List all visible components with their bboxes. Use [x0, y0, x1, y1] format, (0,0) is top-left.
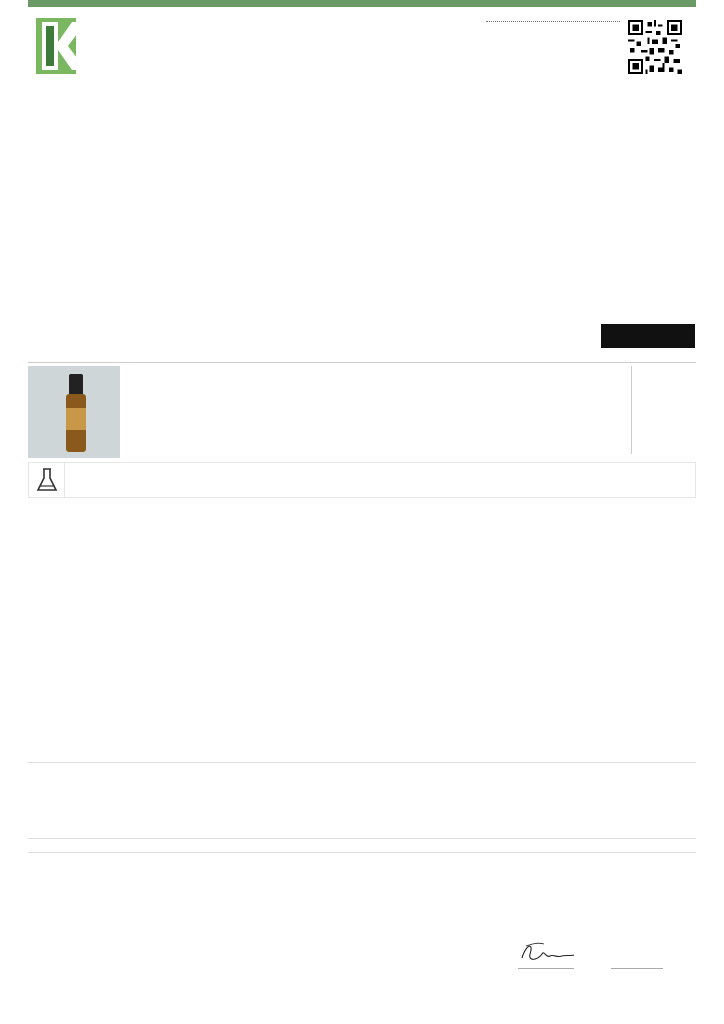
safety-results — [125, 372, 693, 452]
gauge-icon — [28, 508, 90, 554]
top-accent-bar — [28, 0, 696, 7]
gauge-icon — [250, 508, 312, 554]
kaycha-logo-icon — [36, 18, 196, 74]
flask-icon — [29, 463, 65, 497]
cannabinoid-header — [28, 462, 696, 498]
product-image — [28, 366, 120, 458]
product-header — [486, 18, 620, 26]
lab-director-block — [408, 924, 518, 929]
qr-code-icon — [628, 20, 682, 74]
analysis-method — [28, 765, 696, 772]
page-indicator — [601, 324, 695, 348]
cannabinoid-bar-chart — [0, 556, 724, 686]
gauge-icon — [472, 508, 534, 554]
signature-scribble-icon — [516, 936, 576, 970]
